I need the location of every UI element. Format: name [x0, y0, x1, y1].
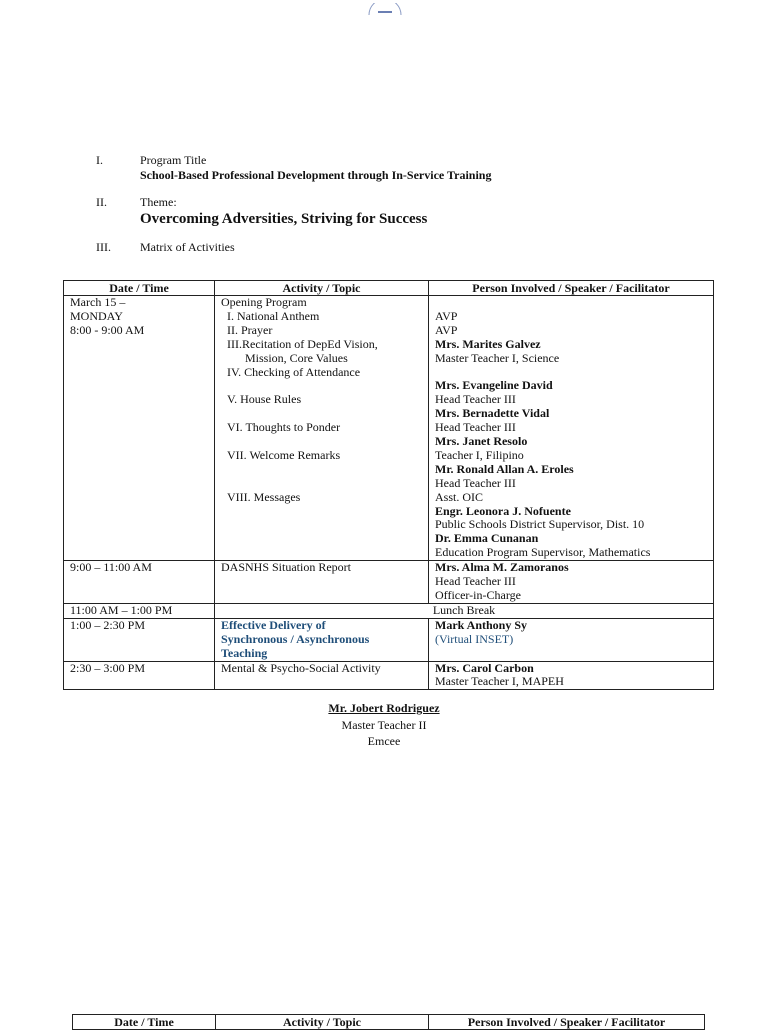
person-title: Head Teacher III	[435, 392, 516, 407]
person-name: Dr. Emma Cunanan	[435, 531, 539, 546]
person-name: Mrs. Alma M. Zamoranos	[435, 560, 569, 575]
table-row	[64, 618, 714, 661]
table-row	[64, 661, 714, 690]
person-name: Mrs. Janet Resolo	[435, 434, 528, 449]
date-cell: 1:00 – 2:30 PM	[64, 618, 215, 661]
section-number: II.	[96, 195, 107, 209]
activity-item: I. National Anthem	[227, 308, 320, 323]
person-line: AVP	[435, 308, 458, 323]
activity-item: VII. Welcome Remarks	[227, 447, 341, 462]
section-number: III.	[96, 240, 111, 254]
section-label: Program Title	[140, 153, 207, 167]
table-row	[64, 561, 714, 604]
person-title: Public Schools District Supervisor, Dist. 10	[435, 517, 645, 532]
person-title: Head Teacher III	[435, 574, 516, 589]
emcee-block	[0, 701, 768, 749]
activity-item: IV. Checking of Attendance	[227, 364, 361, 379]
time-line: 8:00 - 9:00 AM	[70, 322, 145, 337]
activity-cell: Mental & Psycho-Social Activity	[215, 661, 429, 690]
person-title: Officer-in-Charge	[435, 588, 521, 602]
activity-cell: DASNHS Situation Report	[215, 561, 429, 604]
activity-title: Opening Program	[221, 295, 307, 309]
table-row	[64, 603, 714, 618]
section-label: Matrix of Activities	[140, 240, 235, 254]
header-date-time: Date / Time	[73, 1015, 216, 1030]
person-title: Head Teacher III	[435, 475, 516, 490]
person-cell	[429, 296, 714, 561]
header-date-time: Date / Time	[64, 281, 215, 296]
person-name: Mrs. Bernadette Vidal	[435, 406, 550, 421]
date-cell	[64, 296, 215, 561]
header-activity-topic: Activity / Topic	[216, 1015, 429, 1030]
header-person-involved: Person Involved / Speaker / Facilitator	[429, 281, 714, 296]
person-name: Mrs. Evangeline David	[435, 378, 553, 393]
section-number: I.	[96, 153, 103, 167]
emcee-name: Mr. Jobert Rodriguez	[328, 701, 440, 715]
day-line: MONDAY	[70, 308, 123, 323]
person-title: Head Teacher III	[435, 420, 516, 435]
seal-logo	[368, 3, 402, 15]
emcee-role: Emcee	[367, 734, 401, 748]
activity-cell	[215, 296, 429, 561]
activity-item: II. Prayer	[227, 322, 273, 337]
program-title: School-Based Professional Development through In-Service Training	[140, 168, 492, 182]
table-header-row	[73, 1015, 705, 1030]
activity-matrix-table	[63, 280, 714, 690]
next-page-table-header	[72, 1014, 705, 1030]
person-name: Mrs. Marites Galvez	[435, 336, 541, 351]
person-line: AVP	[435, 322, 458, 337]
date-cell: 11:00 AM – 1:00 PM	[64, 603, 215, 618]
person-name: Mrs. Carol Carbon	[435, 660, 534, 675]
header-activity-topic: Activity / Topic	[215, 281, 429, 296]
date-line: March 15 –	[70, 295, 126, 309]
activity-item: V. House Rules	[227, 392, 302, 407]
section-label: Theme:	[140, 195, 177, 209]
person-title: Teacher I, Filipino	[435, 447, 524, 462]
activity-item: Mission, Core Values	[245, 350, 348, 365]
person-cell	[429, 561, 714, 604]
activity-line: Teaching	[221, 645, 268, 660]
activity-line: Synchronous / Asynchronous	[221, 631, 370, 646]
activity-item: VI. Thoughts to Ponder	[227, 420, 341, 435]
person-title: Education Program Supervisor, Mathematics	[435, 545, 651, 560]
person-name: Mr. Ronald Allan A. Eroles	[435, 461, 574, 476]
date-cell: 2:30 – 3:00 PM	[64, 661, 215, 690]
emcee-title: Master Teacher II	[341, 718, 427, 732]
activity-line: Effective Delivery of	[221, 617, 326, 632]
person-cell	[429, 618, 714, 661]
person-cell	[429, 661, 714, 690]
person-name: Engr. Leonora J. Nofuente	[435, 503, 571, 518]
person-title: Master Teacher I, Science	[435, 350, 560, 365]
header-person-involved: Person Involved / Speaker / Facilitator	[429, 1015, 705, 1030]
activity-item: III.Recitation of DepEd Vision,	[227, 336, 378, 351]
person-title: Master Teacher I, MAPEH	[435, 674, 564, 689]
person-name: Mark Anthony Sy	[435, 617, 528, 632]
person-title: Asst. OIC	[435, 489, 484, 504]
activity-cell	[215, 618, 429, 661]
lunch-break-cell: Lunch Break	[215, 603, 714, 618]
date-cell: 9:00 – 11:00 AM	[64, 561, 215, 604]
table-header-row	[64, 281, 714, 296]
person-title: (Virtual INSET)	[435, 631, 514, 646]
activity-item: VIII. Messages	[227, 489, 301, 504]
theme-title: Overcoming Adversities, Striving for Success	[140, 211, 428, 227]
table-row	[64, 296, 714, 561]
